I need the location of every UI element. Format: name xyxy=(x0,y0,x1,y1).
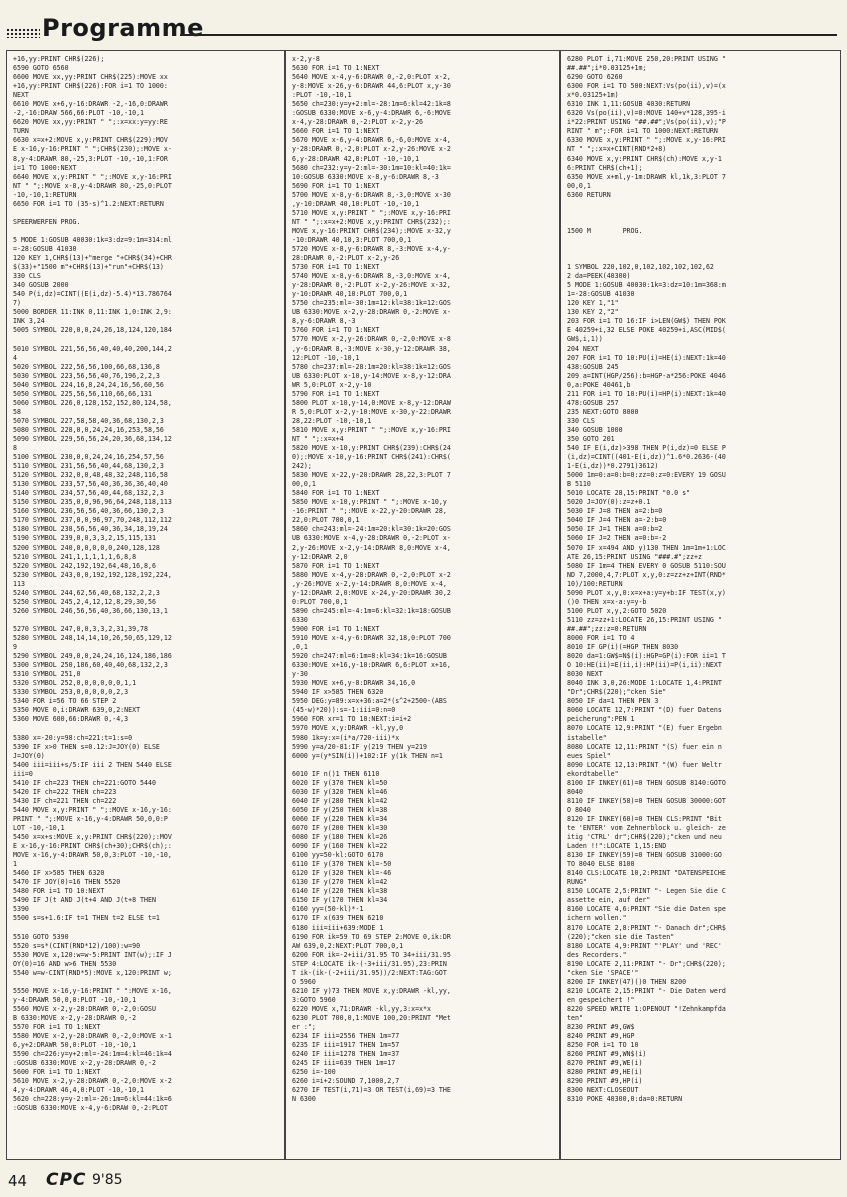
program-listing-2: x-2,y-8 5630 FOR i=1 TO 1:NEXT 5640 MOVE x-4,y-6:DRAWR 0,-2,0:PLOT x-2, y-8:MOVE x-26,y-6:DRAWR 44,6:PLOT x,y-30 :PLOT -10,-10,1 5650 ch=230:y=y+2:ml=-28:1m=6:kl=42:1k=8 :GOSUB 6330:MOVE x-6,y-4:DRAWR 6,-6:MOVE x-4,y-28:DRAWR 0,-2:PLOT x-2,y-26 5660 FOR i=1 TO 1:NEXT 5670 MOVE x-6,y-4:DRAWR 6,-6,0:MOVE x-4, y-28:DRAWR 0,-2,0:PLOT x-2,y-26:MOVE x-2 6,y-28:DRAWR 42,8:PLOT -10,-10,1 5680 ch=232:y=y-2:ml=-30:1m=10:kl=40:1k= 10:GOSUB 6330:MOVE x-8,y-6:DRAWR 8,-3 5690 FOR i=1 TO 1:NEXT 5700 MOVE x-8,y-6:DRAWR 8,-3,0:MOVE x-30 ,y-10:DRAWR 40,10:PLOT -10,-10,1 5710 MOVE x,y:PRINT " ";:MOVE x,y-16:PRI NT " ";:x=x+2:MOVE x,y:PRINT CHR$(232);: MOVE x,y-16:PRINT CHR$(234);:MOVE x-32,y -10:DRAWR 40,10,3:PLOT 700,0,1 5720 MOVE x-8,y-6:DRAWR 8,-3:MOVE x-4,y- 28:DRAWR 0,-2:PLOT x-2,y-26 5730 FOR i=1 TO 1:NEXT 5740 MOVE x-8,y-6:DRAWR 8,-3,0:MOVE x-4, y-28:DRAWR 0,-2:PLOT x-2,y-26:MOVE x-32, y-10:DRAWR 40,10:PLOT 700,0,1 5750 ch=235:ml=-30:1m=12:kl=38:1k=12:GOS UB 6330:MOVE x-2,y-28:DRAWR 0,-2:MOVE x- 8,y-6:DRAWR 8,-3 5760 FOR i=1 TO 1:NEXT 5770 MOVE x-2,y-26:DRAWR 0,-2,0:MOVE x-8 ,y-6:DRAWR 8,-3:MOVE x-30,y-12:DRAWR 38, 12:PLOT -10,-10,1 5780 ch=237:ml=-28:1m=20:kl=38:1k=12:GOS UB 6330:PLOT x-10,y-14:MOVE x-8,y-12:DRA WR 5,0:PLOT x-2,y-10 5790 FOR i=1 TO 1:NEXT 5800 PLOT x-10,y-14,0:MOVE x-8,y-12:DRAW R 5,0:PLOT x-2,y-10:MOVE x-30,y-22:DRAWR 28,22:PLOT -10,-10,1 5810 MOVE x,y:PRINT " ";:MOVE x,y-16:PRI NT " ";:x=x+4 5820 MOVE x-10,y:PRINT CHR$(239):CHR$(24 0);:MOVE x-10,y-16:PRINT CHR$(241):CHR$( 242); 5830 MOVE x-22,y-20:DRAWR 28,22,3:PLOT 7 00,0,1 5840 FOR i=1 TO 1:NEXT 5850 MOVE x-10,y:PRINT " ";:MOVE x-10,y -16:PRINT " ";:MOVE x-22,y-20:DRAWR 28, 22,0:PLOT 700,0,1 5860 ch=243:ml=-24:1m=20:kl=30:1k=20:GOS UB 6330:MOVE x-4,y-28:DRAWR 0,-2:PLOT x- 2,y-26:MOVE x-2,y-14:DRAWR 8,0:MOVE x-4, y-12:DRAWR 2,0 5870 FOR i=1 TO 1:NEXT 5880 MOVE x-4,y-28:DRAWR 0,-2,0:PLOT x-2 ,y-26:MOVE x-2,y-14:DRAWR 8,0:MOVE x-4, y-12:DRAWR 2,0:MOVE x-24,y-20:DRAWR 30,2 0:PLOT 700,0,1 5890 ch=245:ml=-4:1m=6:kl=32:1k=18:GOSUB 6330 5900 FOR i=1 TO 1:NEXT 5910 MOVE x-4,y-6:DRAWR 32,18,0:PLOT 700 ,0,1 5920 ch=247:ml=6:1m=8:kl=34:1k=16:GOSUB 6330:MOVE x+16,y-10:DRAWR 6,6:PLOT x+16, y-30 5930 MOVE x+6,y-8:DRAWR 34,16,0 5940 IF x>585 THEN 6320 5950 DEG:y=89:x=x+36:a=2*(s^2+2500-(ABS (45-w)*20)):s=-1:iii=0:n=0 5960 FOR xr=1 TO 10:NEXT:i=i+2 5970 MOVE x,y:DRAWR -kl,yy,0 5980 1k=y:x=(i*a/720-iii)*x 5990 y=a/20-81:IF y(219 THEN y=219 6000 y=(y*SIN(i))+102:IF y(1k THEN n=1 6010 IF n()1 THEN 6110 6020 IF y(370 THEN kl=50 6030 IF y(320 THEN kl=46 6040 IF y(280 THEN kl=42 6050 IF y(250 THEN kl=38 6060 IF y(220 THEN kl=34 6070 IF y(200 THEN kl=30 6080 IF y(180 THEN kl=26 6090 IF y(160 THEN kl=22 6100 yy=50-kl:GOTO 6170 6110 IF y(370 THEN kl=-50 6120 IF y(320 THEN kl=-46 6130 IF y(270 THEN kl=42 6140 IF y(220 THEN kl=38 6150 IF y(170 THEN kl=34 6160 yy=(50-kl)*-1 6170 IF x(639 THEN 6210 6180 iii=iii+639:MODE 1 6190 FOR ik=59 TO 69 STEP 2:MOVE 0,ik:DR AW 639,0,2:NEXT:PLOT 700,0,1 6200 FOR ik=-2+iii/31.95 TO 34+iii/31.95 STEP 4:LOCATE ik-(-3+iii/31.95),23:PRIN T ik-(ik-(-2+iii/31.95))/2:NEXT:TAG:GOT O 5960 6210 IF y)73 THEN MOVE x,y:DRAWR -kl,yy, 3:GOTO 5960 6220 MOVE x,71:DRAWR -kl,yy,3:x=x*x 6230 PLOT 700,0,1:MOVE 100,20:PRINT "Met er :"; 6234 IF iii=2556 THEN 1m=77 6235 IF iii=1917 THEN 1m=57 6240 IF iii=1278 THEN 1m=37 6245 IF iii=639 THEN 1m=17 6250 i=-100 6260 i=i+2:SOUND 7,1000,2,7 6270 IF TEST(i,71)=3 OR TEST(i,69)=3 THE N 6300 xyxy=(292,55,451,1104)
listing-column-3 xyxy=(560,50,841,1160)
page-header xyxy=(0,0,847,52)
program-listing-3: 6280 PLOT i,71:MOVE 250,20:PRINT USING " ##.##";i*0.03125+1m; 6290 GOTO 6260 6300 FOR i=1 TO 500:NEXT:Vs(po(ii),v)=(x x*0.03125+1m) 6310 INK 1,11:GOSUB 4030:RETURN 6320 Vs(po(ii),v)=0:MOVE 140+v*128,395-i i*22:PRINT USING "##.##";Vs(po(ii),v);"P RINT " m";:FOR i=1 TO 1000:NEXT:RETURN 6330 MOVE x,y:PRINT " ";:MOVE x,y-16:PRI NT " ";:x=x+CINT(RND*2+8) 6340 MOVE x,y:PRINT CHR$(ch):MOVE x,y-1 6:PRINT CHR$(ch+1); 6350 MOVE x+ml,y-1m:DRAWR kl,1k,3:PLOT 7 00,0,1 6360 RETURN 1500 M PROG. 1 SYMBOL 220,102,0,102,102,102,102,62 2 da=PEEK(40300) 5 MODE 1:GOSUB 40030:1k=3:dz=10:1m=368:m 1=-28:GOSUB 41030 120 KEY 1,"1" 130 KEY 2,"2" 203 FOR i=1 TO 16:IF i>LEN(GW$) THEN POK E 40259+i,32 ELSE POKE 40259+i,ASC(MID$( GW$,i,1)) 204 NEXT 207 FOR i=1 TO 10:PU(i)=HE(i):NEXT:1k=40 438:GOSUB 245 209 a=INT(HGP/256):b=HGP-a*256:POKE 4046 0,a:POKE 40461,b 211 FOR i=1 TO 10:PU(i)=HP(i):NEXT:1k=40 478:GOSUB 257 235 NEXT:GOTO 8000 330 CLS 340 GOSUB 1000 350 GOTO 201 540 IF E(i,dz)>398 THEN P(i,dz)=0 ELSE P (i,dz)=CINT((401-E(i,dz))^1.6*0.2636-(40 1-E(i,dz))*0.2791)3612) 5000 1m=0:a=0:b=0:zz=0:z=0:EVERY 19 GOSU B 5110 5010 LOCATE 28,15:PRINT "0.0 s" 5020 J=JOY(0):z=z+0.1 5030 IF J=8 THEN a=2:b=0 5040 IF J=4 THEN a=-2:b=0 5050 IF J=1 THEN a=0:b=2 5060 IF J=2 THEN a=0:b=-2 5070 IF x=494 AND y)130 THEN 1m=1m+1:LOC ATE 26,15:PRINT USING "###.#";zz+z 5080 IF 1m=4 THEN EVERY 0 GOSUB 5110:SOU ND 7,2000,4,7:PLOT x,y,0:z=zz+z+INT(RND* 10)/100:RETURN 5090 PLOT x,y,0:x=x+a:y=y+b:IF TEST(x,y) ()0 THEN x=x-a:y=y-b 5100 PLOT x,y,2:GOTO 5020 5110 zz=zz+1:LOCATE 26,15:PRINT USING " ##.##";zz:z=0:RETURN 8000 FOR i=1 TO 4 8010 IF GP(i)(=HGP THEN 8030 8020 da=1:GW$=N$(i):HGP=GP(i):FOR ii=1 T O 10:HE(ii)=E(ii,i):HP(ii)=P(i,ii):NEXT 8030 NEXT 8040 INK 3,0,26:MODE 1:LOCATE 1,4:PRINT "Dr";CHR$(220);"cken Sie" 8050 IF da=1 THEN PEN 3 8060 LOCATE 12,7:PRINT "(D) fuer Datens peicherung":PEN 1 8070 LOCATE 12,9:PRINT "(E) fuer Ergebn istabelle" 8080 LOCATE 12,11:PRINT "(S) fuer ein n eues Spiel" 8090 LOCATE 12,13:PRINT "(W) fuer Weltr ekordtabelle" 8100 IF INKEY(61)=0 THEN GOSUB 8140:GOTO 8040 8110 IF INKEY(58)=0 THEN GOSUB 30000:GOT O 8040 8120 IF INKEY(60)=0 THEN CLS:PRINT "Bit te 'ENTER' vom Zehnerblock u. gleich- ze itig 'CTRL' dr";CHR$(220);"cken und neu Laden !!":LOCATE 1,15:END 8130 IF INKEY(59)=0 THEN GOSUB 31000:GO TO 8040 ELSE 8100 8140 CLS:LOCATE 10,2:PRINT "DATENSPEICHE RUNG" 8150 LOCATE 2,5:PRINT "- Legen Sie die C assette ein, auf der" 8160 LOCATE 4,6:PRINT "Sie die Daten spe ichern wollen." 8170 LOCATE 2,8:PRINT "- Danach dr";CHR$ (220);"cken sie die Tasten" 8180 LOCATE 4,9:PRINT "'PLAY' und 'REC' des Recorders." 8190 LOCATE 2,11:PRINT "- Dr";CHR$(220); "cken Sie 'SPACE'" 8200 IF INKEY(47)()0 THEN 8200 8210 LOCATE 2,15:PRINT "- Die Daten werd en gespeichert !" 8220 SPEED WRITE 1:OPENOUT "!Zehnkampfda ten" 8230 PRINT #9,GW$ 8240 PRINT #9,HGP 8250 FOR i=1 TO 10 8260 PRINT #9,WN$(i) 8270 PRINT #9,WE(i) 8280 PRINT #9,HE(i) 8290 PRINT #9,HP(i) 8300 NEXT:CLOSEOUT 8310 POKE 40300,0:da=0:RETURN xyxy=(567,55,726,1104)
magazine-name: CPC xyxy=(46,1170,87,1190)
header-dot-pattern xyxy=(6,28,40,38)
header-rule xyxy=(180,34,837,36)
listing-column-2 xyxy=(285,50,560,1160)
issue-date: 9'85 xyxy=(92,1172,123,1188)
program-listing-1: +16,yy:PRINT CHR$(226); 6590 GOTO 6560 6600 MOVE xx,yy:PRINT CHR$(225):MOVE xx +16,yy:PRINT CHR$(226):FOR i=1 TO 1000: NEXT 6610 MOVE x+6,y-16:DRAWR -2,-16,0:DRAWR -2,-16:DRAW 566,66:PLOT -10,-10,1 6620 MOVE xx,yy:PRINT " ";:x=xx:y=yy:RE TURN 6630 x=x+2:MOVE x,y:PRINT CHR$(229):MOV E x-16,y-16:PRINT " ";CHR$(230);:MOVE x- 8,y-4:DRAWR 80,-25,3:PLOT -10,-10,1:FOR i=1 TO 1000:NEXT 6640 MOVE x,y:PRINT " ";:MOVE x,y-16:PRI NT " ";:MOVE x-8,y-4:DRAWR 80,-25,0:PLOT -10,-10,1:RETURN 6650 FOR i=1 TO (35-s)^1.2:NEXT:RETURN SPEERWERFEN PROG. 5 MODE 1:GOSUB 40030:1k=3:dz=9:1m=314:ml =-28:GOSUB 41030 120 KEY 1,CHR$(13)+"merge "+CHR$(34)+CHR $(33)+"1500 m"+CHR$(13)+"run"+CHR$(13) 330 CLS 340 GOSUB 2000 540 P(i,dz)=CINT((E(i,dz)-5.4)*13.786764 7) 5000 BORDER 11:INK 0,11:INK 1,0:INK 2,9: INK 3,24 5005 SYMBOL 220,0,0,24,26,18,124,120,184 5010 SYMBOL 221,56,56,40,40,40,200,144,2 4 5020 SYMBOL 222,56,56,100,66,68,136,8 5030 SYMBOL 223,56,56,40,76,196,2,2,3 5040 SYMBOL 224,16,8,24,24,16,56,60,56 5050 SYMBOL 225,56,56,110,66,66,131 5060 SYMBOL 226,0,128,152,152,80,124,58, 58 5070 SYMBOL 227,58,58,40,36,68,130,2,3 5080 SYMBOL 228,0,0,24,24,16,253,58,56 5090 SYMBOL 229,56,56,24,20,36,68,134,12 8 5100 SYMBOL 230,0,0,24,24,16,254,57,56 5110 SYMBOL 231,56,56,40,44,68,130,2,3 5120 SYMBOL 232,0,0,48,48,32,248,116,58 5130 SYMBOL 233,57,56,40,36,36,36,40,40 5140 SYMBOL 234,57,56,40,44,68,132,2,3 5150 SYMBOL 235,0,0,96,96,64,248,118,113 5160 SYMBOL 236,56,56,40,36,66,130,2,3 5170 SYMBOL 237,0,0,96,97,70,248,112,112 5180 SYMBOL 238,56,56,40,36,34,18,19,24 5190 SYMBOL 239,0,0,3,3,2,15,115,131 5200 SYMBOL 240,0,0,0,0,0,240,128,128 5210 SYMBOL 241,1,1,1,1,1,6,8,8 5220 SYMBOL 242,192,192,64,48,16,8,6 5230 SYMBOL 243,0,0,192,192,128,192,224, 113 5240 SYMBOL 244,62,56,40,68,132,2,2,3 5250 SYMBOL 245,2,4,12,12,8,29,30,56 5260 SYMBOL 246,56,56,40,36,66,130,13,1 5270 SYMBOL 247,0,0,3,3,2,31,39,78 5280 SYMBOL 248,14,14,10,26,50,65,129,12 9 5290 SYMBOL 249,0,0,24,24,16,124,186,186 5300 SYMBOL 250,186,60,40,40,68,132,2,3 5310 SYMBOL 251,0 5320 SYMBOL 252,0,0,0,0,0,0,1,1 5330 SYMBOL 253,0,0,0,0,0,2,3 5340 FOR i=56 TO 66 STEP 2 5350 MOVE 0,i:DRAWR 639,0,2:NEXT 5360 MOVE 600,66:DRAWR 0,-4,3 5380 x=-20:y=98:ch=221:t=1:s=0 5390 IF x>0 THEN s=0.12:J=JOY(0) ELSE J=JOY(0) 5400 iii=iii+s/5:IF iii 2 THEN 5440 ELSE iii=0 5410 IF ch=223 THEN ch=221:GOTO 5440 5420 IF ch=222 THEN ch=223 5430 IF ch=221 THEN ch=222 5440 MOVE x,y:PRINT " ";:MOVE x-16,y-16: PRINT " ";:MOVE x-16,y-4:DRAWR 50,0,0:P LOT -10,-10,1 5450 x=x+s:MOVE x,y:PRINT CHR$(220);:MOV E x-16,y-16:PRINT CHR$(ch+30);CHR$(ch);: MOVE x-16,y-4:DRAWR 50,0,3:PLOT -10,-10, 1 5460 IF x>585 THEN 6320 5470 IF JOY(0)=16 THEN 5520 5480 FOR i=1 TO 10:NEXT 5490 IF J(t AND J(t+4 AND J(t+8 THEN 5390 5500 s=s+1.6:IF t=1 THEN t=2 ELSE t=1 5510 GOTO 5390 5520 s=s*(CINT(RND*12)/100):w=90 5530 MOVE x,120:w=w-5:PRINT INT(w);:IF J OY(0)=16 AND w>6 THEN 5530 5540 w=w-CINT(RND*5):MOVE x,120:PRINT w; 5550 MOVE x-16,y-16:PRINT " ":MOVE x-16, y-4:DRAWR 50,0,0:PLOT -10,-10,1 5560 MOVE x-2,y-28:DRAWR 0,-2,0:GOSU B 6330:MOVE x-2,y-28:DRAWR 0,-2 5570 FOR i=1 TO 1:NEXT 5580 MOVE x-2,y-28:DRAWR 0,-2,0:MOVE x-1 6,y+2:DRAWR 50,0:PLOT -10,-10,1 5590 ch=226:y=y+2:ml=-24:1m=4:kl=46:1k=4 :GOSUB 6330:MOVE x-2,y-28:DRAWR 0,-2 5600 FOR i=1 TO 1:NEXT 5610 MOVE x-2,y-28:DRAWR 0,-2,0:MOVE x-2 4,y-4:DRAWR 46,4,0:PLOT -10,-10,1 5620 ch=228:y=y-2:ml=-26:1m=6:kl=44:1k=6 :GOSUB 6330:MOVE x-4,y-6:DRAW 0,-2:PLOT xyxy=(13,55,172,1113)
page-number: 44 xyxy=(8,1172,28,1190)
listing-column-1 xyxy=(6,50,285,1160)
page-title: Programme xyxy=(42,14,204,42)
